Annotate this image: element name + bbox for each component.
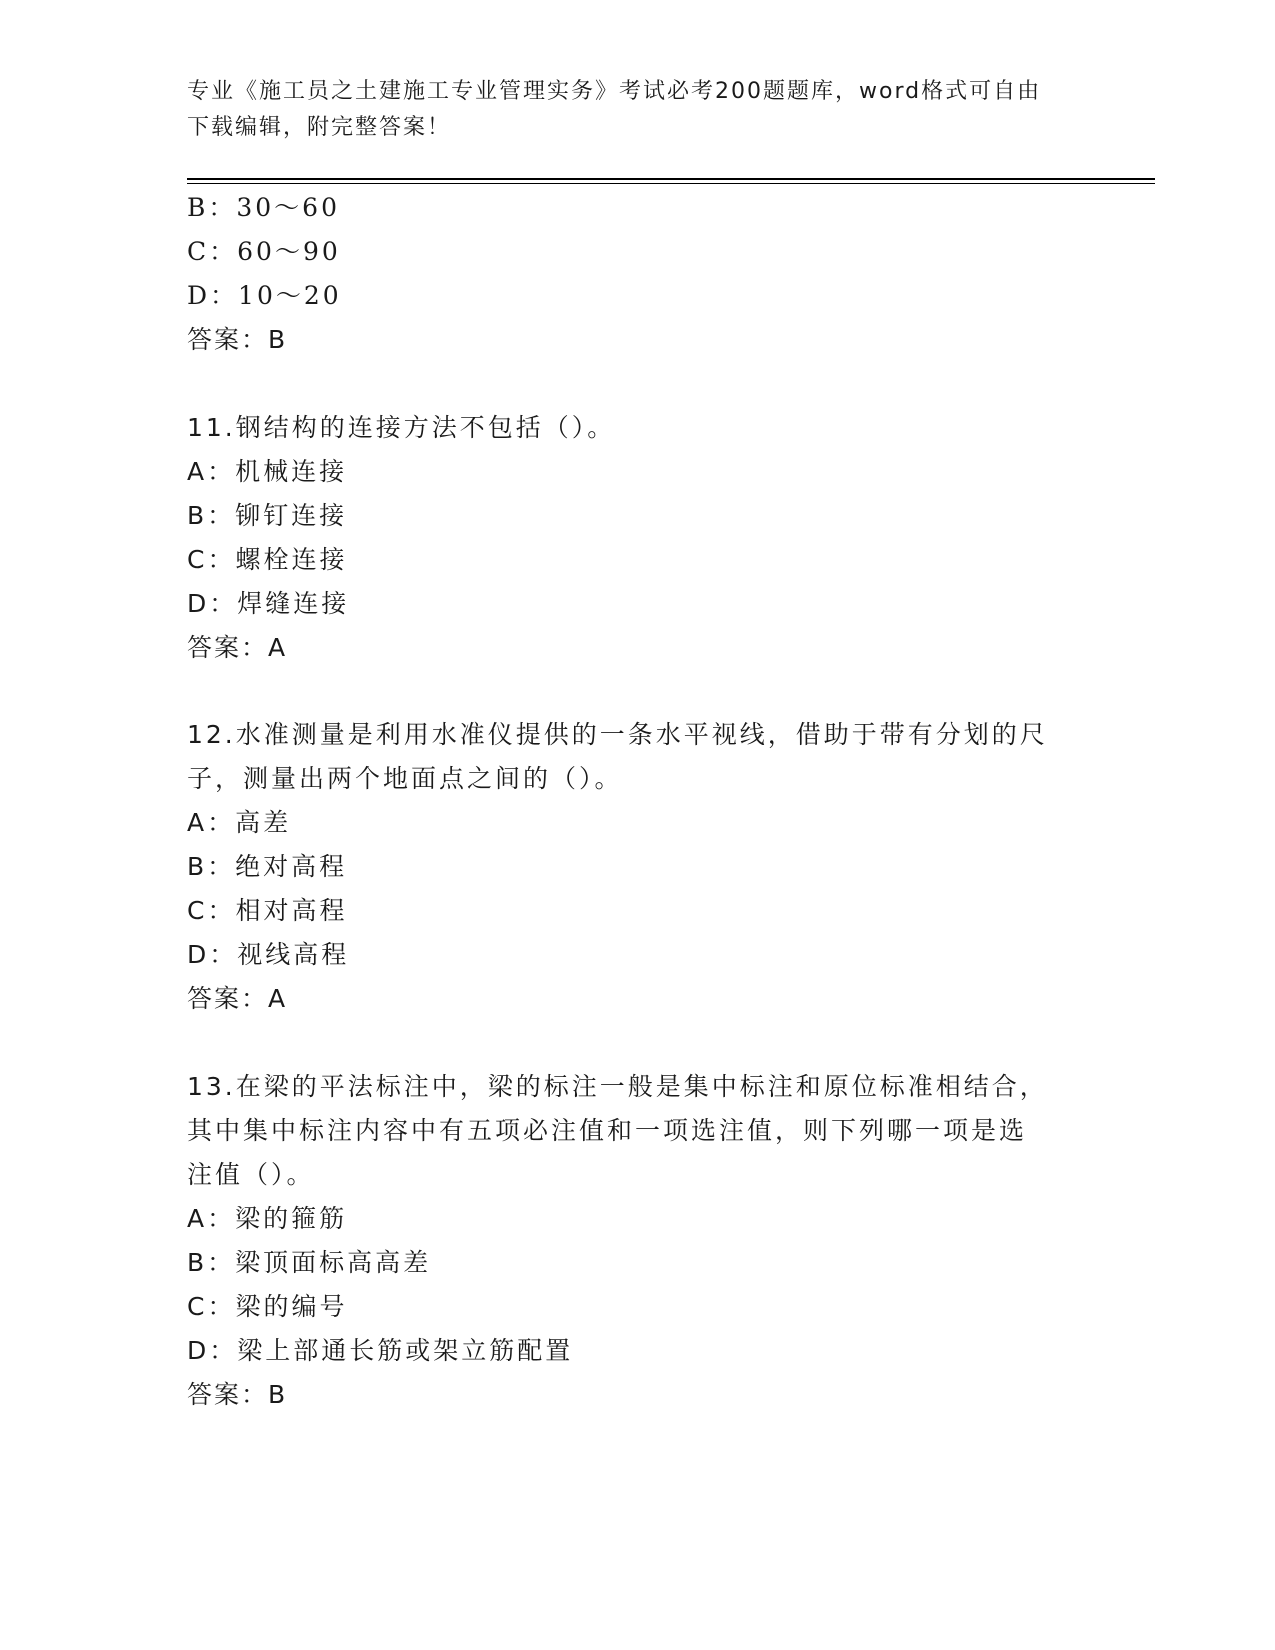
q11-answer: 答案：A [187,633,288,662]
q12-question-line-2: 子，测量出两个地面点之间的（）。 [187,764,623,793]
q13-option-c: C：梁的编号 [187,1292,348,1321]
q13-option-b: B：梁顶面标高高差 [187,1248,432,1277]
q12-answer: 答案：A [187,984,288,1013]
header-line-1: 专业《施工员之土建施工专业管理实务》考试必考200题题库，word格式可自由 [187,79,1042,104]
q13-question-line-3: 注值（）。 [187,1160,315,1189]
q10-option-b: B：30～60 [187,193,340,222]
header-line-2: 下载编辑，附完整答案！ [187,115,452,140]
q11-option-d: D：焊缝连接 [187,589,350,618]
q10-option-d: D：10～20 [187,281,342,310]
q13-answer: 答案：B [187,1380,288,1409]
q11-option-c: C：螺栓连接 [187,545,348,574]
header-divider-thin [187,183,1155,184]
q12-option-c: C：相对高程 [187,896,348,925]
q13-option-d: D：梁上部通长筋或架立筋配置 [187,1336,574,1365]
q12-option-a: A：高差 [187,808,292,837]
q11-option-a: A：机械连接 [187,457,348,486]
q12-question-line-1: 12.水准测量是利用水准仪提供的一条水平视线，借助于带有分划的尺 [187,720,1048,749]
q13-question-line-2: 其中集中标注内容中有五项必注值和一项选注值，则下列哪一项是选 [187,1116,1028,1145]
q11-option-b: B：铆钉连接 [187,501,348,530]
q10-answer: 答案：B [187,325,288,354]
q13-option-a: A：梁的箍筋 [187,1204,348,1233]
header-divider-thick [187,178,1155,180]
q12-option-d: D：视线高程 [187,940,350,969]
q11-question: 11.钢结构的连接方法不包括（）。 [187,413,616,442]
q13-question-line-1: 13.在梁的平法标注中，梁的标注一般是集中标注和原位标准相结合， [187,1072,1048,1101]
q10-option-c: C：60～90 [187,237,341,266]
q12-option-b: B：绝对高程 [187,852,348,881]
document-header [187,74,1087,146]
